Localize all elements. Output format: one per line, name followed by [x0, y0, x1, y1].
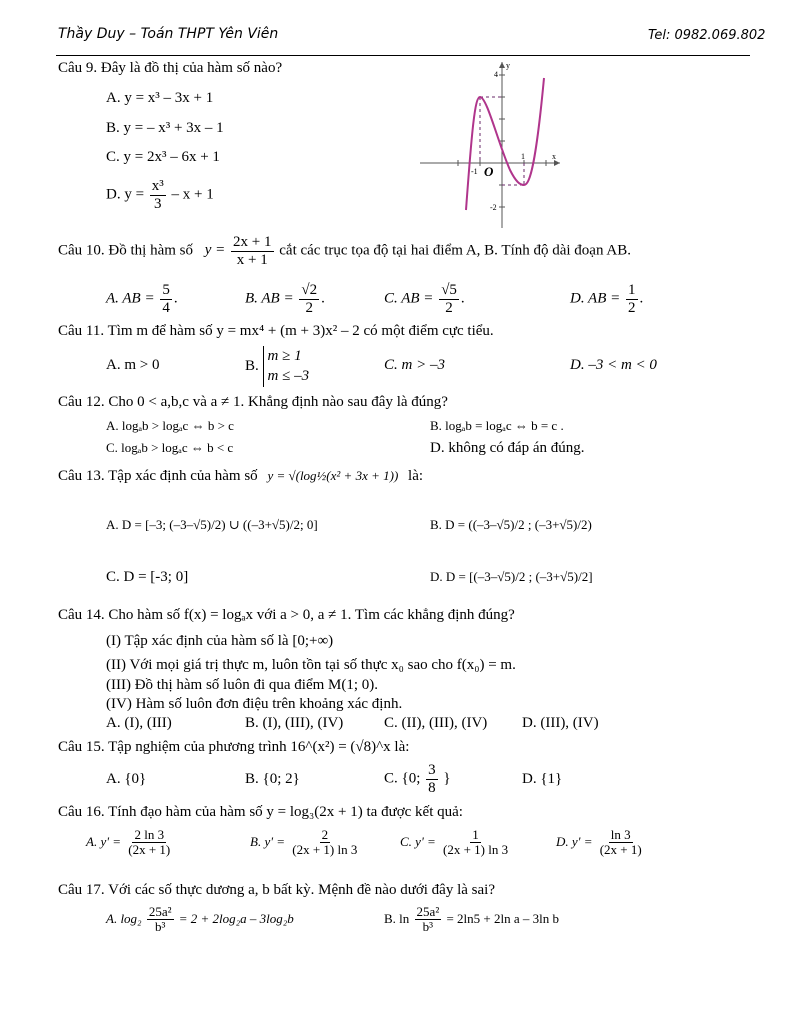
- header-author: Thầy Duy – Toán THPT Yên Viên: [58, 26, 279, 42]
- q15-option-d: D. {1}: [522, 771, 563, 787]
- q14-option-d: D. (III), (IV): [522, 715, 599, 731]
- x-tick-neg1: -1: [471, 167, 478, 176]
- q9-option-d: D. y = $\frac{\text{x³}}{3}$ – x + 1: [106, 178, 214, 212]
- q10-stem: Câu 10. Đồ thị hàm số y = $\frac{2x + 1}{x + 1}$ cắt các trục tọa độ tại hai điểm A, B. Tính độ dài đoạn AB.: [58, 234, 631, 268]
- y-tick-neg2: -2: [490, 203, 497, 212]
- q12-option-d: D. không có đáp án đúng.: [430, 440, 585, 456]
- q9-option-a: A. y = x³ – 3x + 1: [106, 90, 214, 106]
- q17-option-a: A. log₂ $\frac{\text{25a²}}{\text{b³}}$ = 2 + 2log₂a – 3log₂b: [106, 904, 294, 935]
- q14-statement-iv: (IV) Hàm số luôn đơn điệu trên khoảng xác định.: [106, 696, 403, 712]
- q13-option-b: B. D = ((–3–√5)/2 ; (–3+√5)/2): [430, 517, 592, 532]
- q15-option-a: A. {0}: [106, 771, 147, 787]
- q9-option-c: C. y = 2x³ – 6x + 1: [106, 149, 220, 165]
- q16-option-b: B. y' = $\frac{2}{(2x + 1) \ln 3}$: [250, 827, 358, 858]
- q14-stem: Câu 14. Cho hàm số f(x) = logₐx với a > 0, a ≠ 1. Tìm các khẳng định đúng?: [58, 607, 515, 623]
- q16-option-a: A. y' = $\frac{2 \ln 3}{(2x + 1)}$: [86, 827, 171, 858]
- q13-stem: Câu 13. Tập xác định của hàm số y = √(log½(x² + 3x + 1)) là:: [58, 468, 424, 484]
- q10-option-d: D. AB = $\frac{1}{2}$ .: [570, 282, 644, 316]
- q13-option-a: A. D = [–3; (–3–√5)/2) ∪ ((–3+√5)/2; 0]: [106, 517, 318, 532]
- q9-function-graph: [420, 58, 565, 228]
- q11-option-d: D. –3 < m < 0: [570, 357, 657, 373]
- q14-option-b: B. (I), (III), (IV): [245, 715, 344, 731]
- q12-stem: Câu 12. Cho 0 < a,b,c và a ≠ 1. Khẳng định nào sau đây là đúng?: [58, 394, 448, 410]
- q16-option-d: D. y' = $\frac{\ln 3}{(2x + 1)}$: [556, 827, 642, 858]
- q12-option-c: C. logₐb > logₐc ⇔ b < c: [106, 440, 234, 455]
- q17-stem: Câu 17. Với các số thực dương a, b bất kỳ. Mệnh đề nào dưới đây là sai?: [58, 882, 495, 898]
- origin-label: O: [484, 164, 494, 179]
- header-rule: [56, 55, 750, 56]
- x-axis-label: x: [552, 152, 556, 161]
- cubic-curve: [466, 78, 544, 210]
- y-axis-label: y: [506, 61, 510, 70]
- q14-statement-i: (I) Tập xác định của hàm số là [0;+∞): [106, 633, 334, 649]
- q11-option-a: A. m > 0: [106, 357, 160, 373]
- q13-option-c: C. D = [-3; 0]: [106, 569, 189, 585]
- q15-stem: Câu 15. Tập nghiệm của phương trình 16^(x²) = (√8)^x là:: [58, 739, 410, 755]
- q10-option-b: B. AB = $\frac{√2}{2}$ .: [245, 282, 325, 316]
- q14-statement-iii: (III) Đồ thị hàm số luôn đi qua điểm M(1; 0).: [106, 677, 379, 693]
- q11-option-c: C. m > –3: [384, 357, 445, 373]
- q15-option-c: C. {0; $\frac{3}{8}$ }: [384, 762, 451, 796]
- q10-option-c: C. AB = $\frac{√5}{2}$ .: [384, 282, 465, 316]
- q17-option-b: B. ln $\frac{\text{25a²}}{\text{b³}}$ = 2ln5 + 2ln a – 3ln b: [384, 904, 559, 935]
- q9-stem: Câu 9. Đây là đồ thị của hàm số nào?: [58, 60, 283, 76]
- q14-option-c: C. (II), (III), (IV): [384, 715, 488, 731]
- q13-option-d: D. D = [(–3–√5)/2 ; (–3+√5)/2]: [430, 569, 593, 584]
- q11-option-b: B. m ≥ 1 m ≤ –3: [245, 346, 309, 387]
- q10-option-a: A. AB = $\frac{5}{4}$ .: [106, 282, 178, 316]
- q15-option-b: B. {0; 2}: [245, 771, 300, 787]
- q14-statement-ii: (II) Với mọi giá trị thực m, luôn tồn tại số thực x₀ sao cho f(x₀) = m.: [106, 657, 516, 673]
- q16-option-c: C. y' = $\frac{1}{(2x + 1) \ln 3}$: [400, 827, 509, 858]
- header-phone: Tel: 0982.069.802: [648, 28, 766, 43]
- x-tick-1: 1: [521, 152, 525, 161]
- q16-stem: Câu 16. Tính đạo hàm của hàm số y = log₃(2x + 1) ta được kết quả:: [58, 804, 463, 820]
- q9-option-b: B. y = – x³ + 3x – 1: [106, 120, 224, 136]
- q11-stem: Câu 11. Tìm m để hàm số y = mx⁴ + (m + 3)x² – 2 có một điểm cực tiểu.: [58, 323, 494, 339]
- q14-option-a: A. (I), (III): [106, 715, 172, 731]
- q12-option-a: A. logₐb > logₐc ⇔ b > c: [106, 418, 234, 433]
- y-tick-4: 4: [494, 70, 498, 79]
- q12-option-b: B. logₐb = logₐc ⇔ b = c .: [430, 418, 564, 433]
